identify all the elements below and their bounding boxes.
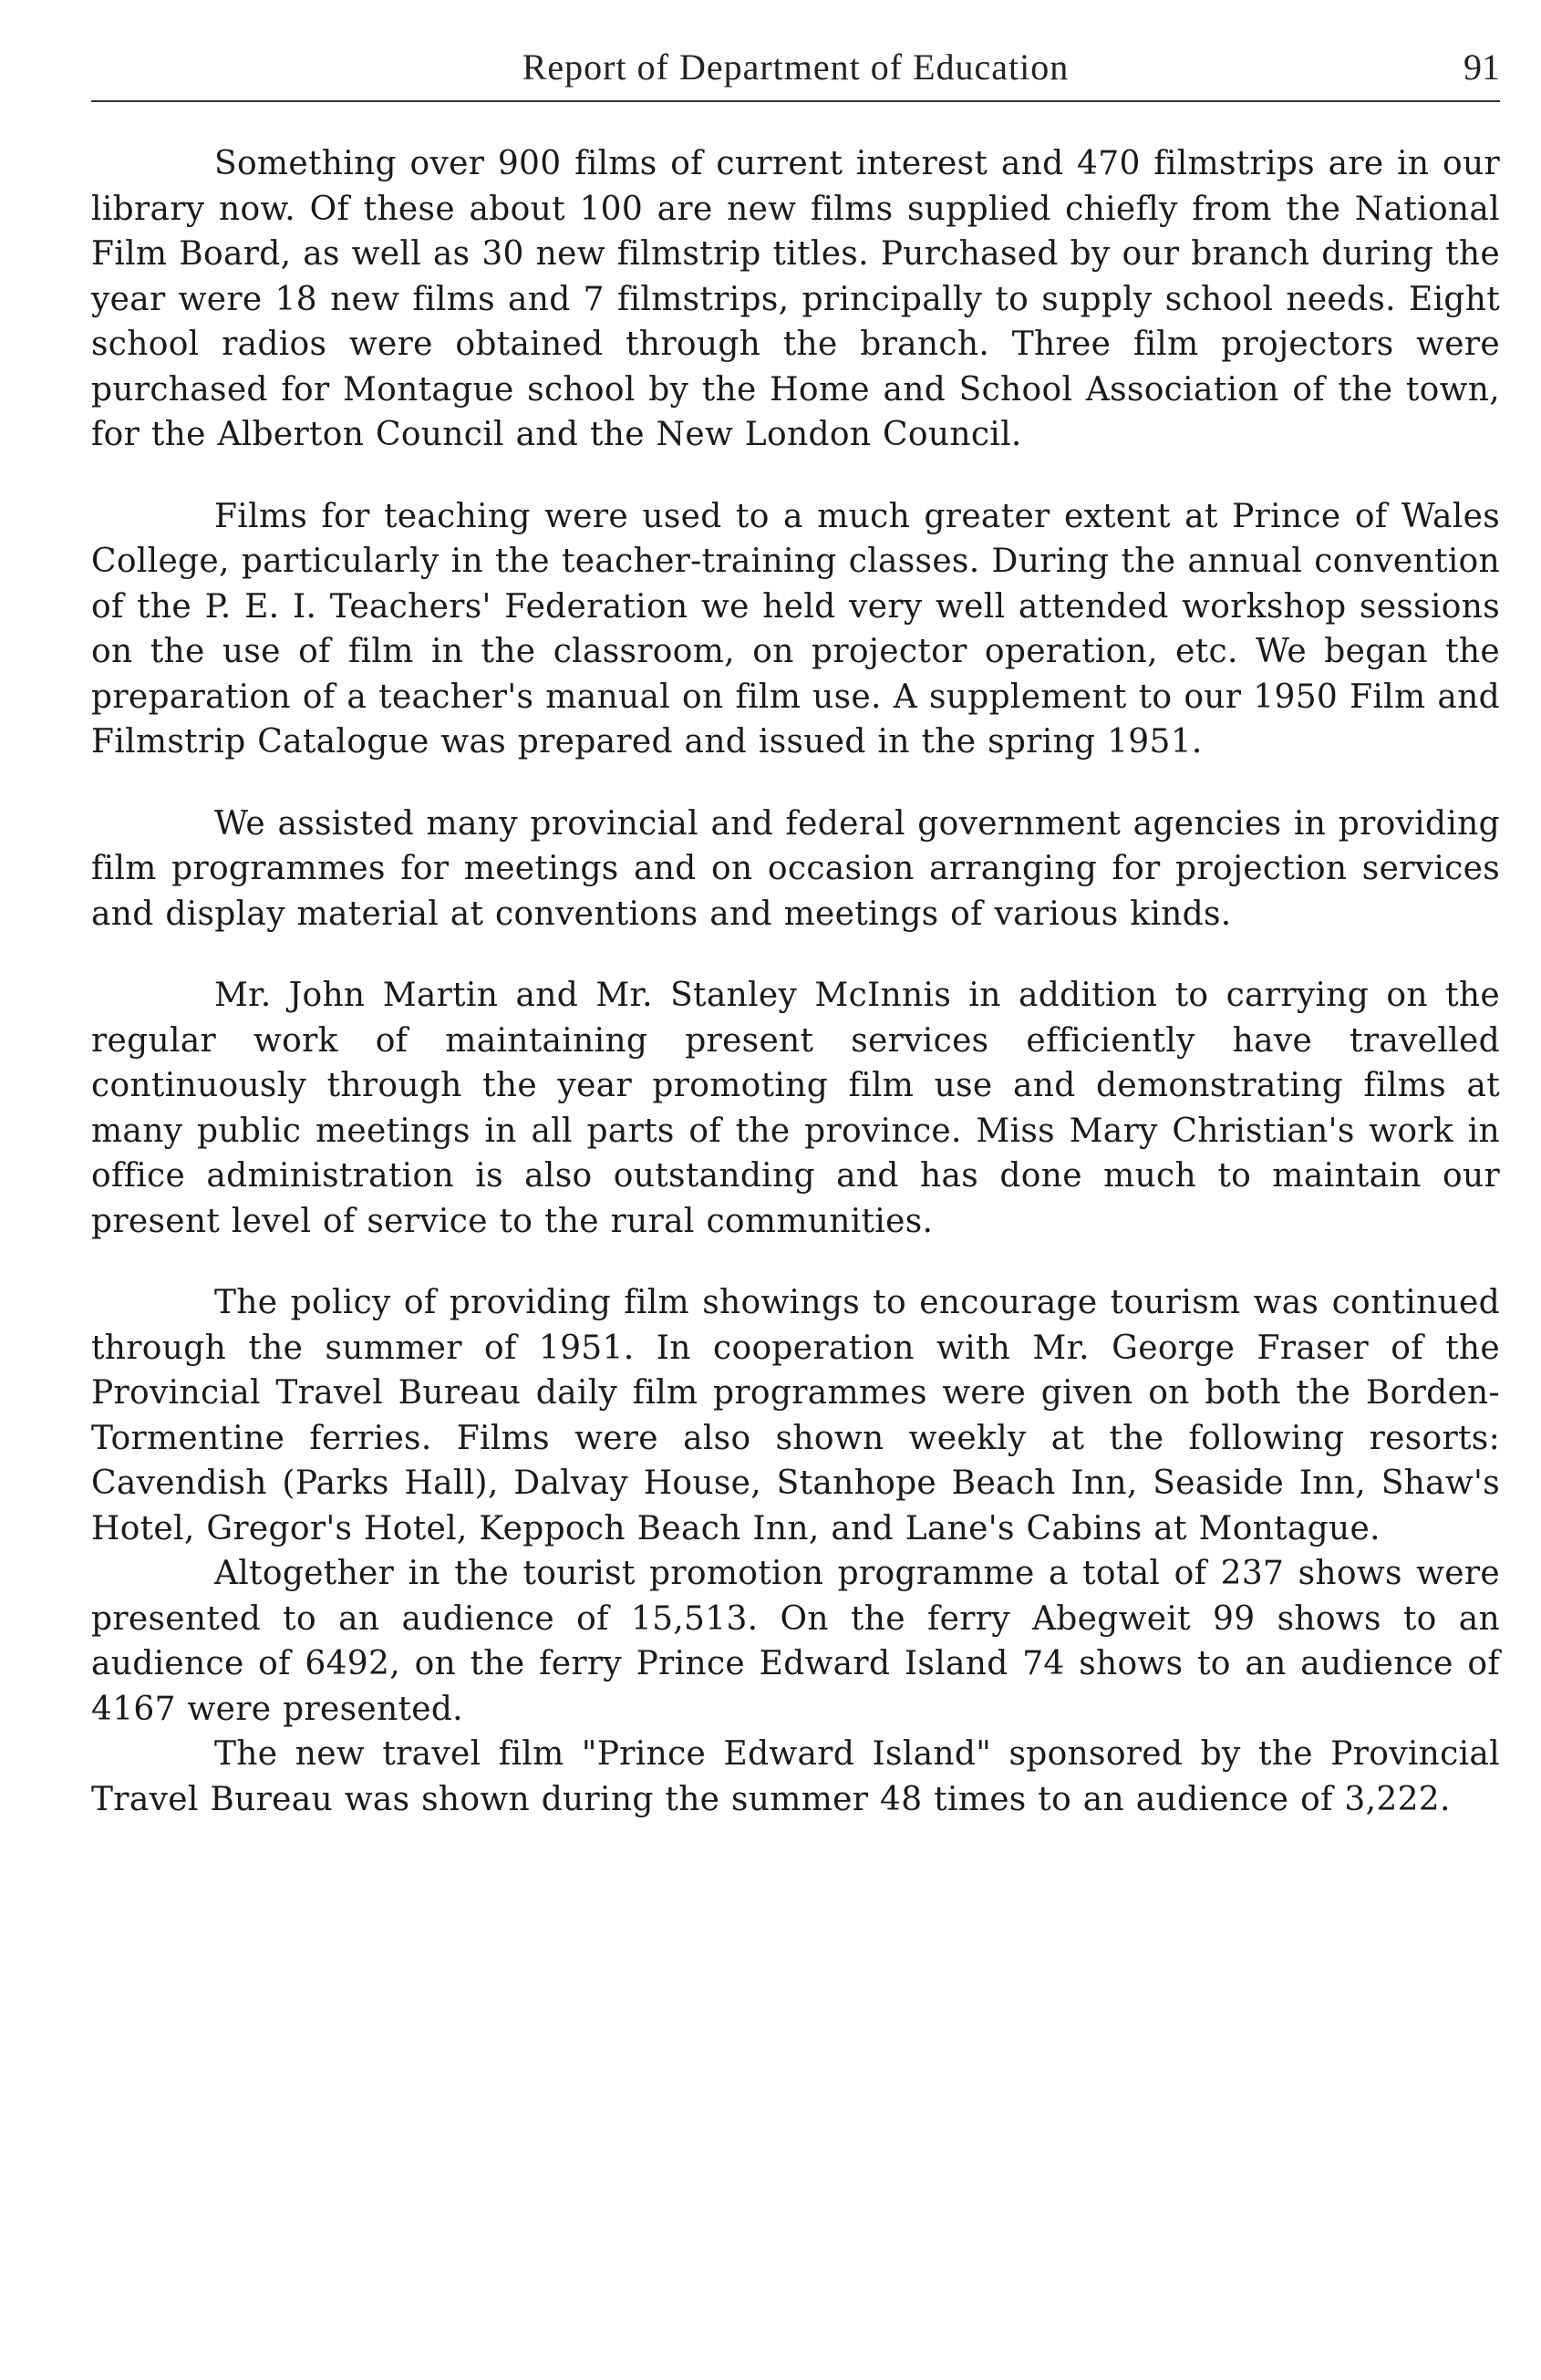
paragraph-travel-film: The new travel film "Prince Edward Island" sponsored by the Provincial Travel Bureau was shown during the summer 48 times to an audience of 3,222. — [91, 1735, 1500, 1818]
paragraph-staff: Mr. John Martin and Mr. Stanley McInnis in addition to carrying on the regular work of maintaining present services efficiently have travelled continuously through the year promoting film use and demonstrating films at many public meetings in all parts of the province. Miss Mary Christian's work in office administration is also outstanding and has done much to maintain our present level of service to the rural communities. — [91, 977, 1500, 1240]
page-header-title: Report of Department of Education — [522, 47, 1070, 88]
header-rule — [91, 100, 1500, 102]
page-number: 91 — [1463, 47, 1500, 88]
paragraph-tourism-policy: The policy of providing film showings to encourage tourism was continued through the summer of 1951. In cooperation with Mr. George Fraser of the Provincial Travel Bureau daily film programmes were given on both the Borden-Tormentine ferries. Films were also shown weekly at the following resorts: Cavendish (Parks Hall), Dalvay House, Stanhope Beach Inn, Seaside Inn, Shaw's Hotel, Gregor's Hotel, Keppoch Beach Inn, and Lane's Cabins at Montague. — [91, 1284, 1500, 1547]
paragraph-agencies: We assisted many provincial and federal government agencies in providing film programmes for meetings and on occasion arranging for projection services and display material at conventions and meetings of various kinds. — [91, 804, 1500, 933]
paragraph-film-library: Something over 900 films of current interest and 470 filmstrips are in our library now. Of these about 100 are new films supplied chiefly from the National Film Board, as well as 30 new filmstrip titles. Purchased by our branch during the year were 18 new films and 7 filmstrips, principally to supply school needs. Eight school radios were obtained through the branch. Three film projectors were purchased for Montague school by the Home and School Association of the town, for the Alberton Council and the New London Council. — [91, 145, 1500, 453]
body-text — [91, 141, 1500, 1822]
running-header — [91, 46, 1500, 100]
paragraph-teaching-films: Films for teaching were used to a much greater extent at Prince of Wales College, particularly in the teacher-training classes. During the annual convention of the P. E. I. Teachers' Federation we held very well attended workshop sessions on the use of film in the classroom, on projector operation, etc. We began the preparation of a teacher's manual on film use. A supplement to our 1950 Film and Filmstrip Catalogue was prepared and issued in the spring 1951. — [91, 497, 1500, 761]
paragraph-tourist-totals: Altogether in the tourist promotion programme a total of 237 shows were presented to an audience of 15,513. On the ferry Abegweit 99 shows to an audience of 6492, on the ferry Prince Edward Island 74 shows to an audience of 4167 were presented. — [91, 1555, 1500, 1728]
